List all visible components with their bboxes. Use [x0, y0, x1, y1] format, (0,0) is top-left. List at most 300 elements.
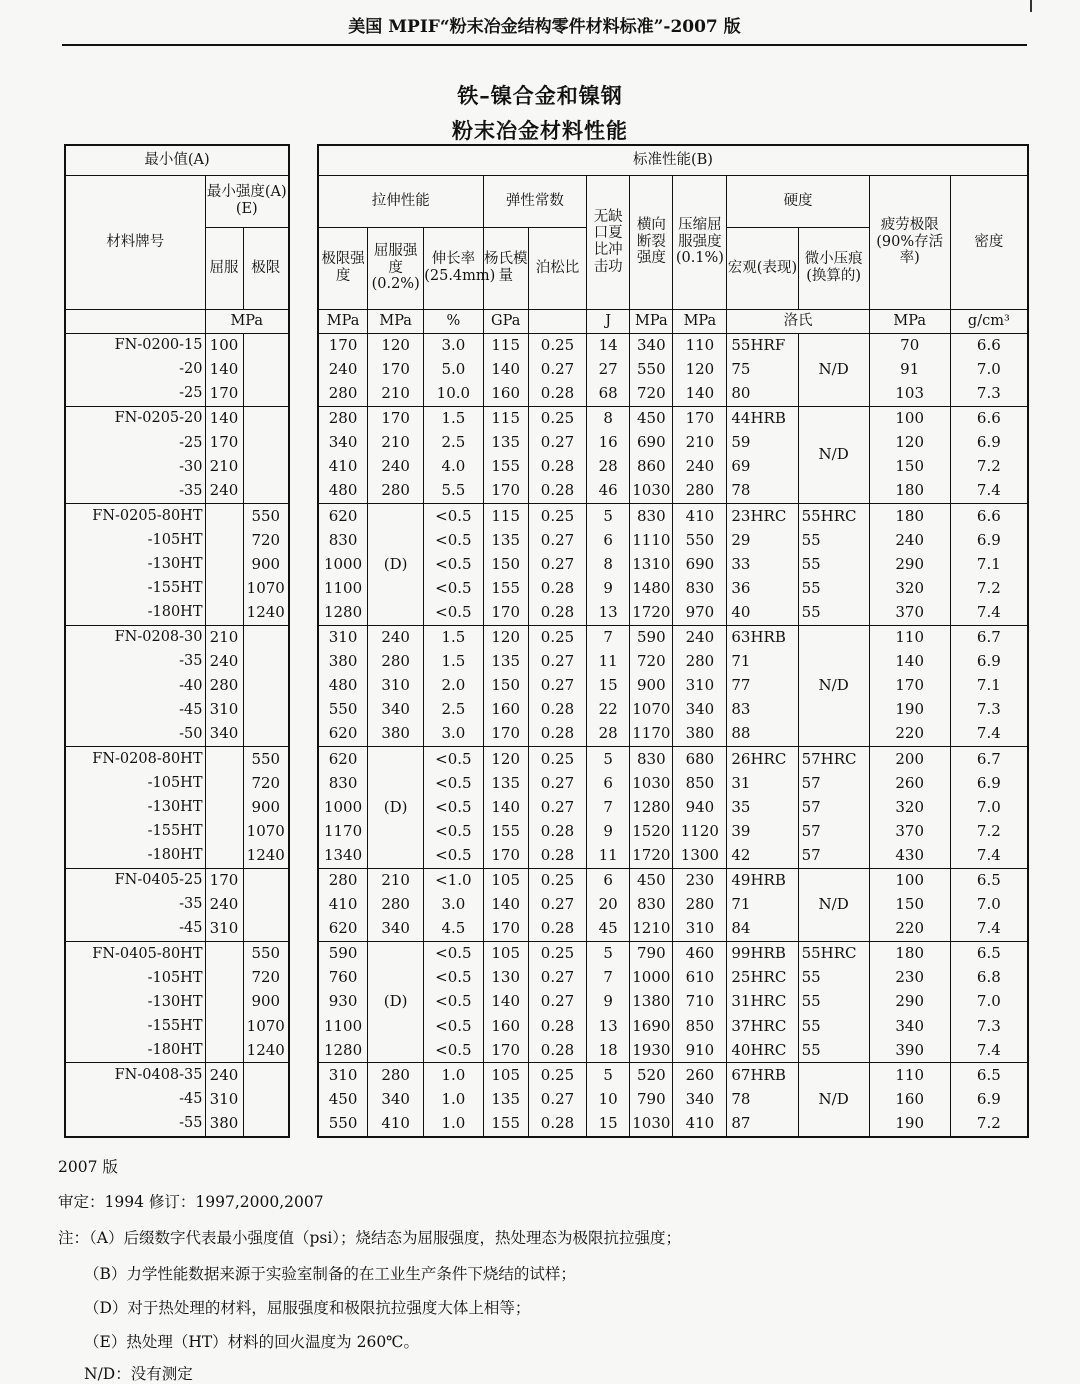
min-ultimate-cell: [243, 479, 289, 504]
modulus-cell: 140: [483, 990, 528, 1014]
material-cell: -130HT: [65, 990, 205, 1014]
trs-cell: 1210: [630, 917, 673, 942]
micro-hardness-cell: 57: [798, 819, 869, 843]
modulus-cell: 170: [483, 722, 528, 747]
min-yield-cell: [205, 747, 243, 772]
table-row: [318, 868, 1028, 893]
trs-cell: 1070: [630, 698, 673, 722]
fatigue-cell: 100: [869, 406, 950, 431]
uts-cell: 620: [318, 747, 368, 772]
density-cell: 7.0: [950, 893, 1028, 917]
macro-hardness-cell: 25HRC: [727, 966, 798, 990]
table-row: [318, 893, 1028, 917]
macro-hardness-cell: 83: [727, 698, 798, 722]
standard-properties-header: 标准性能(B): [318, 145, 1028, 175]
poisson-cell: 0.25: [528, 868, 586, 893]
trs-cell: 830: [630, 893, 673, 917]
density-cell: 6.7: [950, 747, 1028, 772]
table-row: [65, 650, 289, 674]
uts-cell: 480: [318, 479, 368, 504]
material-header: 材料牌号: [65, 175, 205, 309]
material-cell: -155HT: [65, 819, 205, 843]
min-ultimate-cell: [243, 893, 289, 917]
cys-cell: 380: [673, 722, 727, 747]
elongation-cell: 3.0: [424, 893, 483, 917]
impact-cell: 7: [587, 795, 630, 819]
micro-hardness-cell: 55: [798, 990, 869, 1014]
fatigue-header: 疲劳极限(90%存活率): [869, 175, 950, 309]
impact-cell: 6: [587, 771, 630, 795]
ys-cell: 240: [368, 625, 424, 650]
trs-cell: 1930: [630, 1038, 673, 1063]
min-ultimate-header: 极限: [243, 227, 289, 309]
fatigue-cell: 180: [869, 479, 950, 504]
trs-cell: 1030: [630, 1112, 673, 1137]
impact-cell: 68: [587, 382, 630, 407]
cys-cell: 410: [673, 1112, 727, 1137]
table-row: [65, 504, 289, 529]
min-ultimate-cell: 550: [243, 504, 289, 529]
impact-cell: 7: [587, 966, 630, 990]
density-cell: 7.4: [950, 722, 1028, 747]
uts-cell: 620: [318, 722, 368, 747]
min-yield-cell: [205, 941, 243, 966]
elongation-cell: 3.0: [424, 333, 483, 358]
trs-cell: 720: [630, 382, 673, 407]
table-row: [65, 868, 289, 893]
fatigue-cell: 160: [869, 1087, 950, 1111]
density-cell: 7.0: [950, 358, 1028, 382]
min-ultimate-cell: [243, 382, 289, 407]
micro-hardness-cell: 55: [798, 576, 869, 600]
modulus-cell: 170: [483, 601, 528, 626]
cys-cell: 110: [673, 333, 727, 358]
poisson-cell: 0.28: [528, 455, 586, 479]
table-subtitle: 粉末冶金材料性能: [452, 118, 628, 143]
trs-cell: 1380: [630, 990, 673, 1014]
density-header: 密度: [950, 175, 1028, 309]
macro-hardness-cell: 63HRB: [727, 625, 798, 650]
table-row: [65, 1087, 289, 1111]
trs-cell: 690: [630, 431, 673, 455]
min-ultimate-cell: [243, 406, 289, 431]
micro-hardness-cell: 55: [798, 1014, 869, 1038]
min-yield-cell: 140: [205, 358, 243, 382]
uts-cell: 310: [318, 1063, 368, 1088]
min-ultimate-cell: [243, 333, 289, 358]
cys-cell: 550: [673, 528, 727, 552]
min-ultimate-cell: [243, 1112, 289, 1137]
material-cell: -25: [65, 431, 205, 455]
table-row: [65, 1112, 289, 1137]
table-row: [65, 333, 289, 358]
ys-merged-cell: (D): [368, 941, 424, 1062]
density-cell: 6.7: [950, 625, 1028, 650]
poisson-cell: 0.27: [528, 358, 586, 382]
impact-cell: 18: [587, 1038, 630, 1063]
table-row: [318, 941, 1028, 966]
material-cell: FN-0208-30: [65, 625, 205, 650]
fatigue-cell: 180: [869, 941, 950, 966]
impact-cell: 8: [587, 552, 630, 576]
micro-hardness-cell: 55: [798, 1038, 869, 1063]
uts-cell: 930: [318, 990, 368, 1014]
elongation-cell: 1.5: [424, 406, 483, 431]
macro-hardness-cell: 31: [727, 771, 798, 795]
cys-cell: 240: [673, 625, 727, 650]
macro-hardness-cell: 80: [727, 382, 798, 407]
min-ultimate-cell: 1240: [243, 1038, 289, 1063]
uts-cell: 1100: [318, 576, 368, 600]
poisson-cell: 0.28: [528, 479, 586, 504]
elongation-cell: <0.5: [424, 795, 483, 819]
density-cell: 7.3: [950, 382, 1028, 407]
poisson-cell: 0.27: [528, 893, 586, 917]
modulus-cell: 130: [483, 966, 528, 990]
min-unit: MPa: [205, 309, 289, 333]
cys-cell: 120: [673, 358, 727, 382]
trs-cell: 1310: [630, 552, 673, 576]
cys-cell: 170: [673, 406, 727, 431]
macro-hardness-cell: 67HRB: [727, 1063, 798, 1088]
table-row: [318, 358, 1028, 382]
trs-cell: 1170: [630, 722, 673, 747]
page-header: 美国 MPIF“粉末冶金结构零件材料标准”-2007 版: [62, 10, 1027, 46]
poisson-cell: 0.27: [528, 552, 586, 576]
elongation-header: 伸长率(25.4mm): [424, 227, 483, 309]
cys-cell: 610: [673, 966, 727, 990]
min-yield-cell: 170: [205, 868, 243, 893]
impact-cell: 16: [587, 431, 630, 455]
cys-cell: 850: [673, 1014, 727, 1038]
modulus-cell: 155: [483, 455, 528, 479]
modulus-cell: 135: [483, 431, 528, 455]
macro-hardness-cell: 87: [727, 1112, 798, 1137]
min-ultimate-cell: [243, 358, 289, 382]
table-row: [318, 1038, 1028, 1063]
min-yield-cell: 240: [205, 479, 243, 504]
cys-cell: 910: [673, 1038, 727, 1063]
macro-hardness-cell: 31HRC: [727, 990, 798, 1014]
material-cell: FN-0405-25: [65, 868, 205, 893]
micro-hardness-merged-cell: N/D: [798, 333, 869, 406]
elongation-cell: 5.0: [424, 358, 483, 382]
poisson-cell: 0.27: [528, 650, 586, 674]
table-row: [65, 843, 289, 868]
uts-cell: 410: [318, 893, 368, 917]
density-cell: 6.5: [950, 868, 1028, 893]
modulus-cell: 115: [483, 333, 528, 358]
uts-cell: 550: [318, 698, 368, 722]
standard-properties-table-wrap: [317, 144, 1029, 1138]
trs-cell: 1690: [630, 1014, 673, 1038]
cys-cell: 340: [673, 698, 727, 722]
macro-hardness-cell: 49HRB: [727, 868, 798, 893]
trs-cell: 720: [630, 650, 673, 674]
cys-cell: 230: [673, 868, 727, 893]
modulus-cell: 105: [483, 868, 528, 893]
material-cell: FN-0208-80HT: [65, 747, 205, 772]
min-ultimate-cell: 1070: [243, 1014, 289, 1038]
elongation-cell: <0.5: [424, 747, 483, 772]
fatigue-cell: 320: [869, 576, 950, 600]
table-row: [65, 795, 289, 819]
macro-hardness-cell: 78: [727, 479, 798, 504]
min-yield-cell: 340: [205, 722, 243, 747]
trs-cell: 790: [630, 1087, 673, 1111]
trs-cell: 450: [630, 868, 673, 893]
density-cell: 7.2: [950, 455, 1028, 479]
fatigue-cell: 370: [869, 601, 950, 626]
modulus-cell: 135: [483, 1087, 528, 1111]
density-cell: 7.0: [950, 990, 1028, 1014]
poisson-cell: 0.27: [528, 990, 586, 1014]
min-yield-cell: 240: [205, 893, 243, 917]
note-a: 注：（A）后缀数字代表最小强度值（psi）；烧结态为屈服强度，热处理态为极限抗拉强度；: [58, 1229, 682, 1247]
micro-hardness-cell: 57: [798, 795, 869, 819]
hardness-header: 硬度: [727, 175, 869, 227]
elongation-cell: 2.5: [424, 431, 483, 455]
micro-hardness-header: 微小压痕(换算的): [798, 227, 869, 309]
min-ultimate-cell: [243, 431, 289, 455]
elongation-cell: <0.5: [424, 1014, 483, 1038]
table-row: [65, 455, 289, 479]
fatigue-cell: 70: [869, 333, 950, 358]
density-cell: 7.4: [950, 843, 1028, 868]
ys-cell: 210: [368, 431, 424, 455]
density-cell: 7.4: [950, 479, 1028, 504]
min-ultimate-cell: 1070: [243, 576, 289, 600]
min-ultimate-cell: [243, 455, 289, 479]
ys-header: 屈服强度(0.2%): [368, 227, 424, 309]
min-ultimate-cell: 550: [243, 941, 289, 966]
trs-cell: 1720: [630, 843, 673, 868]
table-row: [318, 455, 1028, 479]
micro-hardness-cell: 55HRC: [798, 941, 869, 966]
impact-cell: 15: [587, 1112, 630, 1137]
table-row: [318, 843, 1028, 868]
material-cell: -45: [65, 917, 205, 942]
elongation-cell: <0.5: [424, 528, 483, 552]
table-row: [65, 431, 289, 455]
density-cell: 6.6: [950, 406, 1028, 431]
cys-cell: 850: [673, 771, 727, 795]
modulus-cell: 150: [483, 674, 528, 698]
fatigue-cell: 150: [869, 455, 950, 479]
macro-hardness-cell: 78: [727, 1087, 798, 1111]
table-row: [318, 576, 1028, 600]
ys-merged-cell: (D): [368, 504, 424, 625]
ys-cell: 340: [368, 917, 424, 942]
modulus-cell: 170: [483, 1038, 528, 1063]
ys-cell: 170: [368, 406, 424, 431]
unit-density: g/cm³: [950, 309, 1028, 333]
modulus-cell: 155: [483, 576, 528, 600]
poisson-cell: 0.25: [528, 504, 586, 529]
trs-cell: 590: [630, 625, 673, 650]
impact-cell: 28: [587, 455, 630, 479]
modulus-cell: 135: [483, 650, 528, 674]
impact-cell: 6: [587, 868, 630, 893]
macro-hardness-header: 宏观(表现): [727, 227, 798, 309]
trs-cell: 860: [630, 455, 673, 479]
elongation-cell: 3.0: [424, 722, 483, 747]
density-cell: 7.4: [950, 917, 1028, 942]
min-yield-cell: 210: [205, 455, 243, 479]
elongation-cell: <0.5: [424, 504, 483, 529]
table-row: [318, 601, 1028, 626]
macro-hardness-cell: 71: [727, 650, 798, 674]
impact-cell: 22: [587, 698, 630, 722]
table-row: [318, 917, 1028, 942]
trs-cell: 1110: [630, 528, 673, 552]
micro-hardness-cell: 55: [798, 966, 869, 990]
fatigue-cell: 91: [869, 358, 950, 382]
material-cell: -55: [65, 1112, 205, 1137]
macro-hardness-cell: 59: [727, 431, 798, 455]
modulus-cell: 155: [483, 1112, 528, 1137]
poisson-cell: 0.28: [528, 576, 586, 600]
uts-cell: 280: [318, 382, 368, 407]
min-yield-cell: [205, 576, 243, 600]
trs-cell: 1280: [630, 795, 673, 819]
unit-trs: MPa: [630, 309, 673, 333]
elongation-cell: 1.5: [424, 650, 483, 674]
elongation-cell: <0.5: [424, 819, 483, 843]
macro-hardness-cell: 42: [727, 843, 798, 868]
material-cell: -105HT: [65, 966, 205, 990]
table-row: [65, 674, 289, 698]
cys-cell: 690: [673, 552, 727, 576]
elongation-cell: <0.5: [424, 990, 483, 1014]
micro-hardness-cell: 57: [798, 771, 869, 795]
modulus-cell: 135: [483, 528, 528, 552]
poisson-cell: 0.27: [528, 1087, 586, 1111]
cys-cell: 140: [673, 382, 727, 407]
min-yield-cell: [205, 966, 243, 990]
min-ultimate-cell: 900: [243, 990, 289, 1014]
min-values-table-wrap: [64, 144, 290, 1138]
material-cell: -35: [65, 479, 205, 504]
table-row: [65, 625, 289, 650]
density-cell: 6.8: [950, 966, 1028, 990]
table-row: [318, 650, 1028, 674]
table-row: [318, 747, 1028, 772]
note-d: （D）对于热处理的材料，屈服强度和极限抗拉强度大体上相等；: [84, 1299, 531, 1317]
table-row: [318, 431, 1028, 455]
macro-hardness-cell: 39: [727, 819, 798, 843]
table-row: [65, 601, 289, 626]
modulus-cell: 140: [483, 358, 528, 382]
material-cell: FN-0205-80HT: [65, 504, 205, 529]
min-yield-cell: 310: [205, 698, 243, 722]
material-cell: FN-0205-20: [65, 406, 205, 431]
cys-cell: 970: [673, 601, 727, 626]
poisson-cell: 0.25: [528, 1063, 586, 1088]
min-yield-cell: [205, 795, 243, 819]
macro-hardness-cell: 40: [727, 601, 798, 626]
elongation-cell: <0.5: [424, 966, 483, 990]
uts-cell: 620: [318, 917, 368, 942]
unit-blank: [65, 309, 205, 333]
cys-cell: 260: [673, 1063, 727, 1088]
min-values-table: [64, 144, 290, 1138]
macro-hardness-cell: 69: [727, 455, 798, 479]
density-cell: 7.4: [950, 601, 1028, 626]
impact-cell: 45: [587, 917, 630, 942]
impact-cell: 5: [587, 747, 630, 772]
table-row: [65, 819, 289, 843]
trs-cell: 1480: [630, 576, 673, 600]
ys-cell: 120: [368, 333, 424, 358]
table-row: [318, 552, 1028, 576]
min-yield-cell: 310: [205, 1087, 243, 1111]
ys-cell: 280: [368, 1063, 424, 1088]
review-note: 审定：1994 修订：1997,2000,2007: [58, 1193, 324, 1211]
ys-merged-cell: (D): [368, 747, 424, 868]
poisson-cell: 0.28: [528, 1038, 586, 1063]
poisson-cell: 0.25: [528, 625, 586, 650]
poisson-cell: 0.28: [528, 722, 586, 747]
modulus-cell: 170: [483, 843, 528, 868]
min-yield-cell: [205, 601, 243, 626]
elongation-cell: <0.5: [424, 941, 483, 966]
impact-cell: 9: [587, 990, 630, 1014]
macro-hardness-cell: 75: [727, 358, 798, 382]
macro-hardness-cell: 29: [727, 528, 798, 552]
table-row: [318, 406, 1028, 431]
table-row: [65, 552, 289, 576]
impact-cell: 13: [587, 1014, 630, 1038]
micro-hardness-cell: 57HRC: [798, 747, 869, 772]
material-cell: -35: [65, 893, 205, 917]
macro-hardness-cell: 23HRC: [727, 504, 798, 529]
min-ultimate-cell: 1240: [243, 843, 289, 868]
uts-cell: 1100: [318, 1014, 368, 1038]
fatigue-cell: 110: [869, 1063, 950, 1088]
table-row: [65, 722, 289, 747]
macro-hardness-cell: 36: [727, 576, 798, 600]
note-b: （B）力学性能数据来源于实验室制备的在工业生产条件下烧结的试样；: [84, 1265, 576, 1283]
density-cell: 6.9: [950, 431, 1028, 455]
uts-cell: 310: [318, 625, 368, 650]
poisson-cell: 0.28: [528, 819, 586, 843]
modulus-cell: 155: [483, 819, 528, 843]
min-yield-cell: [205, 552, 243, 576]
uts-cell: 240: [318, 358, 368, 382]
modulus-cell: 115: [483, 504, 528, 529]
table-row: [318, 504, 1028, 529]
trs-cell: 900: [630, 674, 673, 698]
macro-hardness-cell: 77: [727, 674, 798, 698]
material-cell: -130HT: [65, 795, 205, 819]
cys-cell: 410: [673, 504, 727, 529]
ys-cell: 280: [368, 893, 424, 917]
macro-hardness-cell: 40HRC: [727, 1038, 798, 1063]
material-cell: FN-0408-35: [65, 1063, 205, 1088]
min-ultimate-cell: [243, 1063, 289, 1088]
table-row: [65, 382, 289, 407]
min-ultimate-cell: 720: [243, 966, 289, 990]
min-yield-cell: [205, 771, 243, 795]
table-row: [318, 333, 1028, 358]
min-ultimate-cell: 900: [243, 795, 289, 819]
elongation-cell: <0.5: [424, 552, 483, 576]
min-yield-cell: 170: [205, 431, 243, 455]
density-cell: 7.2: [950, 576, 1028, 600]
poisson-cell: 0.25: [528, 333, 586, 358]
uts-header: 极限强度: [318, 227, 368, 309]
